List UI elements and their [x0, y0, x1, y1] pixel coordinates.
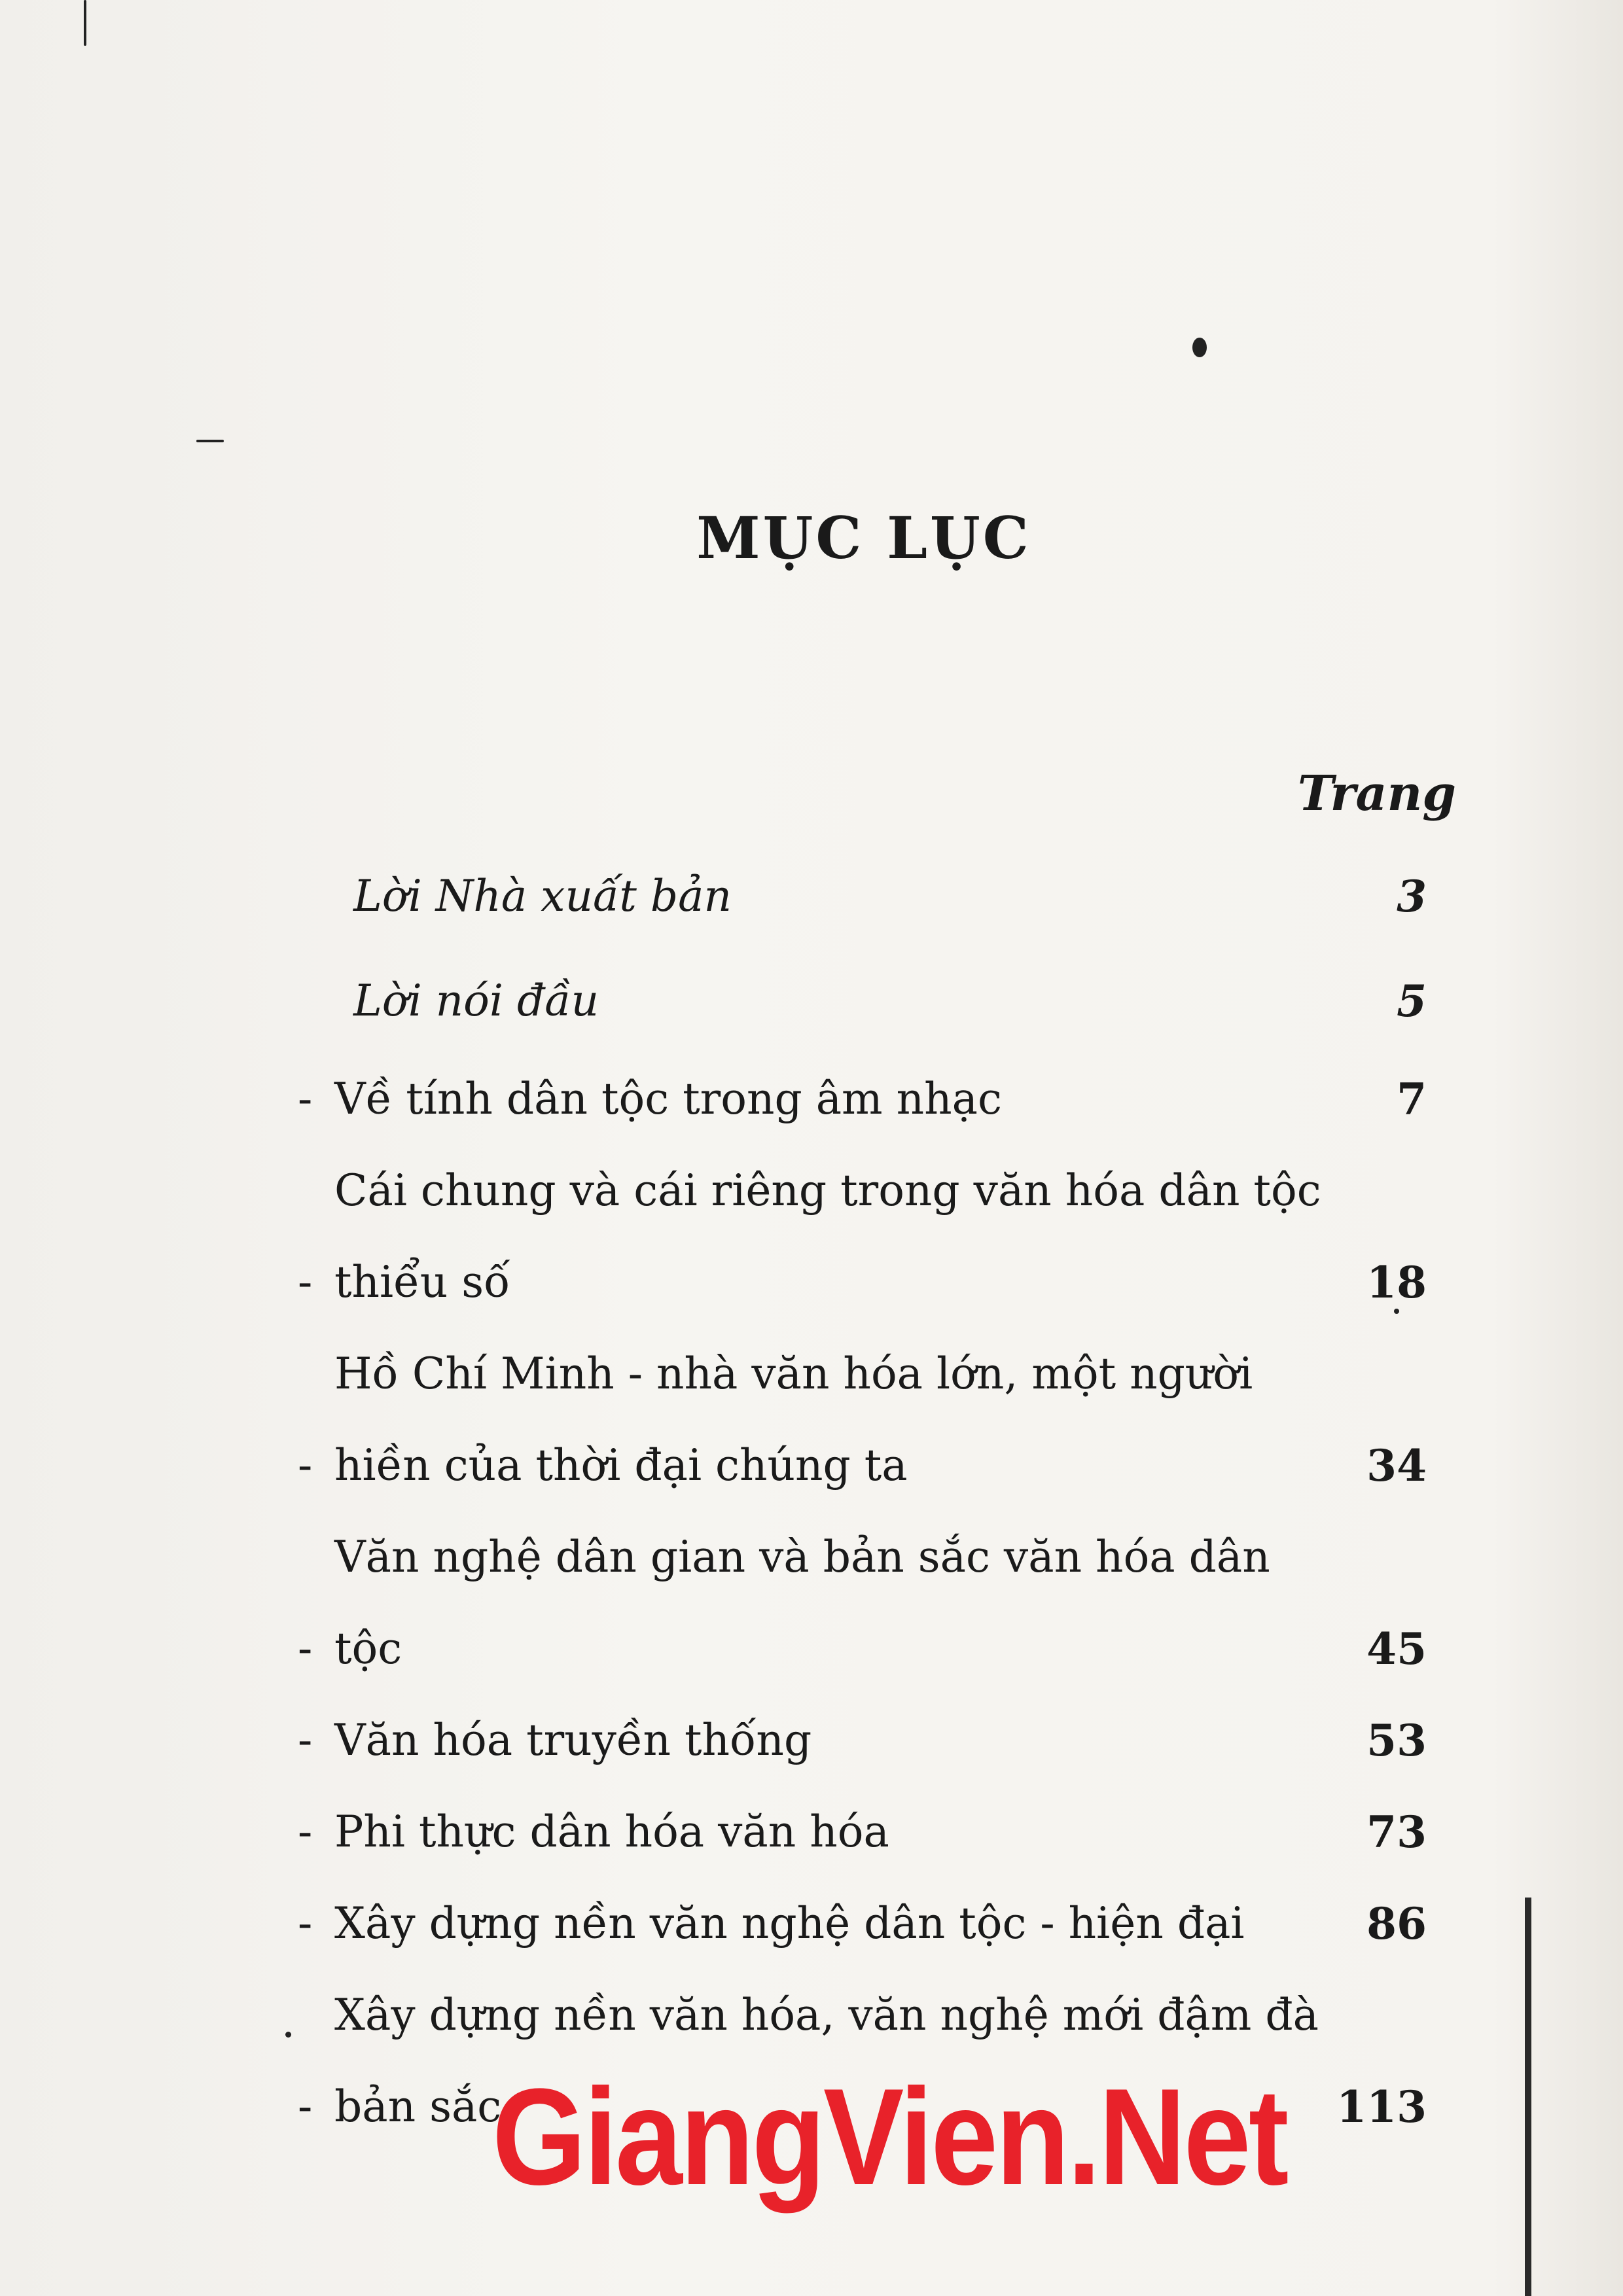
ink-speck — [84, 0, 86, 46]
toc-entry-page-number: 113 — [1336, 2081, 1427, 2132]
toc-entry-page-number: 34 — [1366, 1440, 1427, 1491]
ink-speck — [1192, 338, 1207, 357]
toc-entry-title: Phi thực dân hóa văn hóa — [334, 1807, 889, 1857]
table-of-contents — [0, 844, 1623, 2153]
toc-entry-title: Xây dựng nền văn hóa, văn nghệ mới đậm đà bản sắc — [334, 1990, 1319, 2132]
toc-entry-bullet: - — [298, 2081, 313, 2132]
toc-entry — [298, 1695, 1427, 1786]
toc-entry-page-number: 7 — [1397, 1074, 1427, 1125]
toc-entry-title: Xây dựng nền văn nghệ dân tộc - hiện đại — [334, 1898, 1245, 1949]
toc-entry-page-number: 53 — [1366, 1715, 1427, 1766]
toc-entry-title: Hồ Chí Minh - nhà văn hóa lớn, một người hiền của thời đại chúng ta — [334, 1349, 1253, 1491]
toc-entry-page-number: 73 — [1366, 1807, 1427, 1858]
toc-entry-bullet: - — [298, 1623, 313, 1674]
toc-entry-title: Về tính dân tộc trong âm nhạc — [334, 1074, 1002, 1124]
toc-entry-title: Lời Nhà xuất bản — [353, 871, 732, 921]
toc-entry-page-number: 18 — [1366, 1257, 1427, 1308]
toc-entry-page-number: 5 — [1397, 976, 1427, 1027]
toc-entry-page-number: 86 — [1366, 1898, 1427, 1949]
toc-entry — [298, 1145, 1427, 1328]
toc-entry-page-number: 3 — [1397, 871, 1427, 922]
toc-entry-title: Văn hóa truyền thống — [334, 1715, 812, 1765]
toc-entry-title: Cái chung và cái riêng trong văn hóa dân tộc thiểu số — [334, 1165, 1321, 1307]
toc-entry-bullet: - — [298, 1807, 313, 1857]
toc-entry — [353, 844, 1427, 949]
toc-entry-title: Văn nghệ dân gian và bản sắc văn hóa dân tộc — [334, 1532, 1270, 1674]
toc-entry-bullet: - — [298, 1257, 313, 1307]
toc-entry — [298, 1786, 1427, 1878]
toc-entry-bullet: - — [298, 1715, 313, 1765]
page-column-heading: Trang — [1297, 766, 1456, 822]
toc-entry-title: Lời nói đầu — [353, 976, 599, 1026]
toc-entry-bullet: - — [298, 1898, 313, 1949]
toc-entry-bullet: - — [298, 1440, 313, 1491]
ink-speck — [196, 440, 224, 442]
toc-entry — [298, 1328, 1427, 1511]
toc-entry — [298, 1878, 1427, 1969]
toc-entry — [353, 949, 1427, 1053]
page-title: MỤC LỤC — [696, 504, 1031, 572]
toc-entry-page-number: 45 — [1366, 1623, 1427, 1674]
toc-entry-bullet: - — [298, 1074, 313, 1124]
toc-entry — [298, 1053, 1427, 1145]
watermark-logo: GiangVien.Net — [492, 2060, 1287, 2214]
toc-entry — [298, 1511, 1427, 1695]
